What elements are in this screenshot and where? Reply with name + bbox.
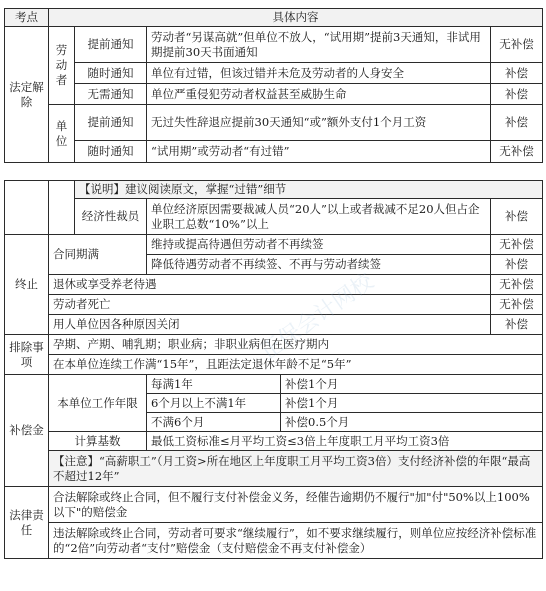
result-cell: 无补偿 <box>491 235 543 255</box>
watermark: 正保会计网校 <box>255 269 379 366</box>
content-cell: 降低待遇劳动者不再续签、不再与劳动者续签 <box>147 255 491 275</box>
service-pay-cell: 补偿1个月 <box>281 394 543 413</box>
content-cell: 无过失性辞退应提前30天通知“或”额外支付1个月工资 <box>147 105 491 141</box>
content-cell: 用人单位因各种原因关闭 <box>49 315 491 335</box>
result-cell: 补偿 <box>491 255 543 275</box>
content-cell: 单位严重侵犯劳动者权益甚至威胁生命 <box>147 84 491 105</box>
result-cell: 补偿 <box>491 63 543 84</box>
compensation-note: 【注意】“高薪职工”（月工资>所在地区上年度职工月平均工资3倍）支付经济补偿的年限“最高不超过12年” <box>49 451 543 487</box>
compensation-label: 补偿金 <box>5 375 49 487</box>
service-years-cell: 6个月以上不满1年 <box>147 394 281 413</box>
service-pay-cell: 补偿1个月 <box>281 375 543 394</box>
content-cell: “试用期”或劳动者“有过错” <box>147 141 491 163</box>
exclusion-label: 排除事项 <box>5 335 49 375</box>
termination-label: 终止 <box>5 235 49 335</box>
employer-label: 单位 <box>49 105 75 163</box>
content-cell: 退休或享受养老待遇 <box>49 275 491 295</box>
service-years-cell: 每满1年 <box>147 375 281 394</box>
header-topic: 考点 <box>5 9 49 27</box>
contract-expiry-label: 合同期满 <box>49 235 147 275</box>
method-cell: 无需通知 <box>75 84 147 105</box>
method-cell: 随时通知 <box>75 141 147 163</box>
economic-layoff-content: 单位经济原因需要裁减人员“20人”以上或者裁减不足20人但占企业职工总数“10%”以上 <box>147 199 491 235</box>
service-years-cell: 不满6个月 <box>147 413 281 432</box>
content-cell: 劳动者死亡 <box>49 295 491 315</box>
service-pay-cell: 补偿0.5个月 <box>281 413 543 432</box>
result-cell: 无补偿 <box>491 27 543 63</box>
result-cell: 无补偿 <box>491 275 543 295</box>
method-cell: 提前通知 <box>75 27 147 63</box>
group-label: 法定解除 <box>5 27 49 163</box>
base-label: 计算基数 <box>49 432 147 451</box>
liability-row: 违法解除或终止合同，劳动者可要求“继续履行”，如不要求继续履行，则单位应按经济补偿标准的“2倍”向劳动者“支付”赔偿金（支付赔偿金不再支付补偿金） <box>49 523 543 559</box>
result-cell: 无补偿 <box>491 141 543 163</box>
content-cell: 劳动者“另谋高就”但单位不放人，“试用期”提前3天通知，非试用期提前30天书面通知 <box>147 27 491 63</box>
termination-compensation-table <box>4 180 543 559</box>
exclusion-row: 孕期、产期、哺乳期；职业病；非职业病但在医疗期内 <box>49 335 543 355</box>
liability-label: 法律责任 <box>5 487 49 559</box>
exclusion-row: 在本单位连续工作满“15年”，且距法定退休年龄不足“5年” <box>49 355 543 375</box>
liability-row: 合法解除或终止合同，但不履行支付补偿金义务，经催告逾期仍不履行"加"付"50%以上100%以下"的赔偿金 <box>49 487 543 523</box>
method-cell: 随时通知 <box>75 63 147 84</box>
service-years-label: 本单位工作年限 <box>49 375 147 432</box>
result-cell: 补偿 <box>491 315 543 335</box>
blank-cell <box>5 181 49 199</box>
result-cell: 补偿 <box>491 84 543 105</box>
result-cell: 补偿 <box>491 199 543 235</box>
worker-label: 劳动者 <box>49 27 75 105</box>
result-cell: 无补偿 <box>491 295 543 315</box>
content-cell: 维持或提高待遇但劳动者不再续签 <box>147 235 491 255</box>
blank-cell <box>49 181 75 199</box>
note-row: 【说明】建议阅读原文，掌握“过错”细节 <box>75 181 543 199</box>
legal-termination-table <box>4 8 543 163</box>
economic-layoff-label: 经济性裁员 <box>75 199 147 235</box>
header-content: 具体内容 <box>49 9 543 27</box>
blank-cell <box>5 199 49 235</box>
base-content: 最低工资标准≤月平均工资≤3倍上年度职工月平均工资3倍 <box>147 432 543 451</box>
result-cell: 补偿 <box>491 105 543 141</box>
blank-cell <box>49 199 75 235</box>
method-cell: 提前通知 <box>75 105 147 141</box>
content-cell: 单位有过错，但该过错并未危及劳动者的人身安全 <box>147 63 491 84</box>
